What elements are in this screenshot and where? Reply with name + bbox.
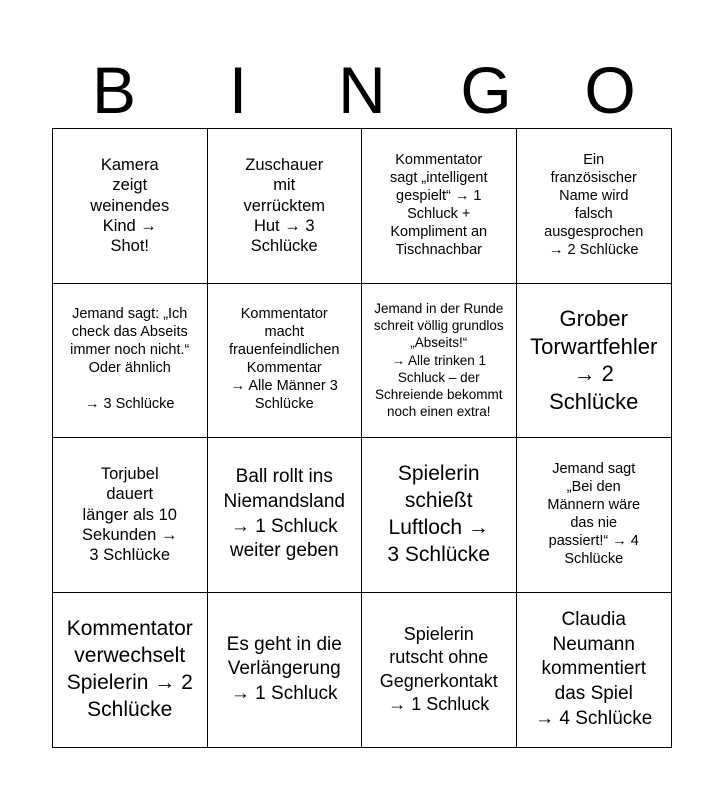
bingo-cell[interactable] bbox=[53, 284, 208, 439]
cell-text: Spielerin rutscht ohne Gegnerkontakt → 1 Schluck bbox=[379, 623, 498, 715]
cell-text: Jemand sagt: „Ich check das Abseits immer noch nicht.“ Oder ähnlich → 3 Schlücke bbox=[70, 306, 190, 413]
cell-text: Es geht in die Verlängerung → 1 Schluck bbox=[226, 633, 342, 705]
cell-text: Ein französischer Name wird falsch ausgesprochen → 2 Schlücke bbox=[544, 151, 644, 258]
cell-text: Kamera zeigt weinendes Kind → Shot! bbox=[90, 155, 170, 256]
cell-text: Kommentator verwechselt Spielerin → 2 Schlücke bbox=[66, 617, 193, 721]
cell-text: Spielerin schießt Luftloch → 3 Schlücke bbox=[387, 462, 491, 566]
header-letter-o: O bbox=[584, 53, 636, 127]
bingo-header bbox=[52, 52, 672, 128]
bingo-cell[interactable] bbox=[208, 438, 363, 593]
header-letter-g: G bbox=[460, 53, 512, 127]
bingo-cell[interactable] bbox=[208, 284, 363, 439]
cell-text: Kommentator sagt „intelligent gespielt“ → 1 Schluck + Kompliment an Tischnachbar bbox=[389, 151, 488, 258]
bingo-cell[interactable] bbox=[208, 593, 363, 748]
bingo-cell[interactable] bbox=[517, 593, 672, 748]
bingo-cell[interactable] bbox=[517, 129, 672, 284]
bingo-cell[interactable] bbox=[517, 438, 672, 593]
header-letter-i: I bbox=[228, 53, 248, 127]
bingo-cell[interactable] bbox=[362, 438, 517, 593]
bingo-cell[interactable] bbox=[53, 593, 208, 748]
bingo-cell[interactable] bbox=[53, 129, 208, 284]
cell-text: Jemand sagt „Bei den Männern wäre das nie passiert!“ → 4 Schlücke bbox=[547, 460, 641, 567]
cell-text: Zuschauer mit verrücktem Hut → 3 Schlücke bbox=[243, 155, 326, 256]
cell-text: Ball rollt ins Niemandsland → 1 Schluck weiter geben bbox=[223, 466, 345, 562]
header-letter-b: B bbox=[91, 53, 137, 127]
cell-text: Claudia Neumann kommentiert das Spiel → 4 Schlücke bbox=[535, 609, 653, 729]
bingo-cell[interactable] bbox=[362, 593, 517, 748]
bingo-cell[interactable] bbox=[517, 284, 672, 439]
bingo-cell[interactable] bbox=[208, 129, 363, 284]
cell-text: Kommentator macht frauenfeindlichen Kommentar → Alle Männer 3 Schlücke bbox=[229, 306, 340, 413]
bingo-card bbox=[52, 128, 672, 748]
bingo-cell[interactable] bbox=[362, 129, 517, 284]
cell-text: Grober Torwartfehler → 2 Schlücke bbox=[530, 306, 658, 414]
bingo-cell[interactable] bbox=[362, 284, 517, 439]
cell-text: Torjubel dauert länger als 10 Sekunden → 3 Schlücke bbox=[82, 464, 178, 565]
cell-text: Jemand in der Runde schreit völlig grundlos „Abseits!“ → Alle trinken 1 Schluck – der Schreiende bekommt noch einen extra! bbox=[373, 300, 504, 420]
header-letter-n: N bbox=[338, 53, 386, 127]
bingo-cell[interactable] bbox=[53, 438, 208, 593]
